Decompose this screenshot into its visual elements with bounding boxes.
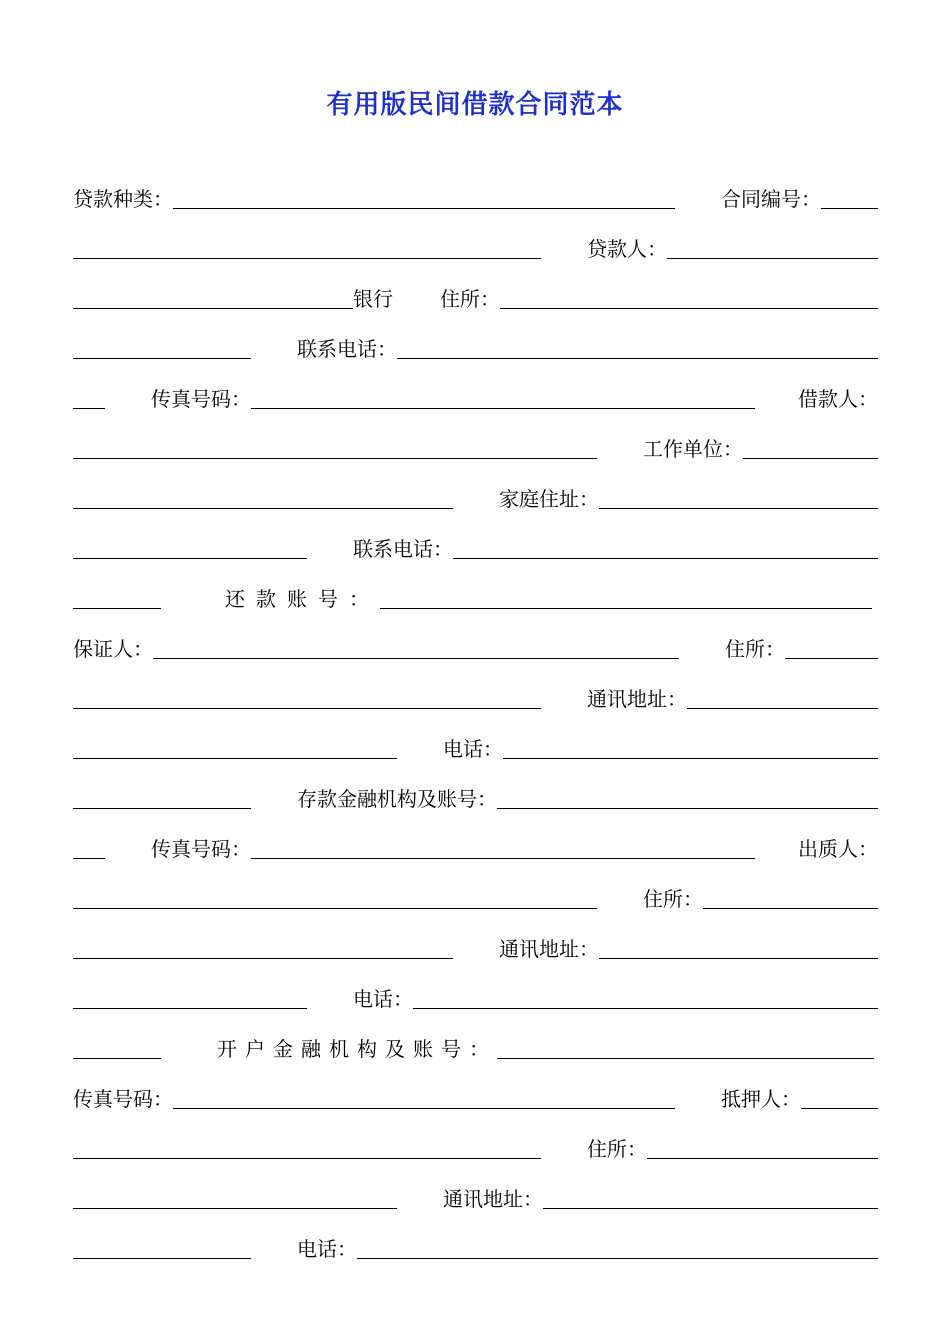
row-opening-institution	[73, 1036, 878, 1062]
label-pledgor: 出质人：	[798, 837, 878, 861]
blank-pledgor-residence[interactable]	[703, 888, 878, 909]
label-opening-institution: 开户金融机构及账号：	[217, 1037, 497, 1061]
label-guarantor-fax: 传真号码：	[151, 837, 251, 861]
blank-lender-phone-cont[interactable]	[73, 388, 105, 409]
row-mortgagor-mail	[73, 1186, 878, 1212]
blank-contract-no[interactable]	[821, 188, 878, 209]
blank-lender[interactable]	[667, 238, 878, 259]
blank-repay-account[interactable]	[380, 588, 872, 609]
row-pledgor-residence	[73, 886, 878, 912]
label-guarantor-tel: 电话：	[443, 737, 503, 761]
label-mortgagor-mail: 通讯地址：	[443, 1187, 543, 1211]
blank-guarantor-tel[interactable]	[503, 738, 878, 759]
label-lender-residence: 住所：	[440, 287, 500, 311]
row-mortgagor-residence	[73, 1136, 878, 1162]
row-mortgagor-tel	[73, 1236, 878, 1262]
label-lender-fax: 传真号码：	[151, 387, 251, 411]
row-loan-type	[73, 186, 878, 212]
blank-mortgagor-tel[interactable]	[357, 1238, 878, 1259]
blank-guarantor-tel-cont[interactable]	[73, 788, 251, 809]
blank-deposit-institution-cont[interactable]	[73, 838, 105, 859]
blank-contract-no-cont[interactable]	[73, 238, 541, 259]
blank-loan-type[interactable]	[173, 188, 675, 209]
label-mortgagor-residence: 住所：	[587, 1137, 647, 1161]
row-guarantor	[73, 636, 878, 662]
row-borrower-phone	[73, 536, 878, 562]
blank-pledgor-tel[interactable]	[413, 988, 878, 1009]
blank-pledgor-fax[interactable]	[173, 1088, 675, 1109]
label-lender-phone: 联系电话：	[297, 337, 397, 361]
blank-guarantor-fax[interactable]	[251, 838, 755, 859]
blank-lender-residence-cont[interactable]	[73, 338, 251, 359]
row-guarantor-mail	[73, 686, 878, 712]
label-borrower: 借款人：	[798, 387, 878, 411]
blank-pledgor[interactable]	[73, 888, 597, 909]
blank-lender-fax[interactable]	[251, 388, 755, 409]
blank-guarantor-mail-cont[interactable]	[73, 738, 397, 759]
label-home-address: 家庭住址：	[499, 487, 599, 511]
blank-home-address-cont[interactable]	[73, 538, 307, 559]
blank-pledgor-residence-cont[interactable]	[73, 938, 453, 959]
label-pledgor-tel: 电话：	[353, 987, 413, 1011]
blank-mortgagor-cont[interactable]	[73, 1138, 541, 1159]
blank-borrower-phone[interactable]	[453, 538, 878, 559]
label-mortgagor-tel: 电话：	[297, 1237, 357, 1261]
blank-guarantor-residence[interactable]	[785, 638, 878, 659]
label-lender: 贷款人：	[587, 237, 667, 261]
blank-pledgor-tel-cont[interactable]	[73, 1038, 161, 1059]
blank-pledgor-mail-cont[interactable]	[73, 988, 307, 1009]
row-pledgor-fax	[73, 1086, 878, 1112]
label-pledgor-fax: 传真号码：	[73, 1087, 173, 1111]
blank-mortgagor-mail-cont[interactable]	[73, 1238, 251, 1259]
label-guarantor: 保证人：	[73, 637, 153, 661]
blank-work-unit[interactable]	[743, 438, 878, 459]
blank-mortgagor[interactable]	[801, 1088, 878, 1109]
label-contract-no: 合同编号：	[721, 187, 821, 211]
blank-lender-bank[interactable]	[73, 288, 353, 309]
row-lender	[73, 236, 878, 262]
label-mortgagor: 抵押人：	[721, 1087, 801, 1111]
label-pledgor-mail: 通讯地址：	[499, 937, 599, 961]
row-deposit-institution	[73, 786, 878, 812]
row-pledgor-mail	[73, 936, 878, 962]
blank-guarantor-residence-cont[interactable]	[73, 688, 541, 709]
label-deposit-institution: 存款金融机构及账号：	[297, 787, 497, 811]
blank-opening-institution[interactable]	[497, 1038, 874, 1059]
label-bank: 银行	[353, 287, 393, 311]
blank-deposit-institution[interactable]	[497, 788, 878, 809]
label-pledgor-residence: 住所：	[643, 887, 703, 911]
blank-lender-phone[interactable]	[397, 338, 878, 359]
row-lender-phone	[73, 336, 878, 362]
blank-home-address[interactable]	[599, 488, 878, 509]
blank-work-unit-cont[interactable]	[73, 488, 453, 509]
blank-mortgagor-residence[interactable]	[647, 1138, 878, 1159]
blank-mortgagor-mail[interactable]	[543, 1188, 878, 1209]
label-guarantor-residence: 住所：	[725, 637, 785, 661]
row-home-address	[73, 486, 878, 512]
blank-mortgagor-residence-cont[interactable]	[73, 1188, 397, 1209]
blank-borrower-phone-cont[interactable]	[73, 588, 161, 609]
blank-guarantor[interactable]	[153, 638, 679, 659]
row-pledgor-tel	[73, 986, 878, 1012]
row-lender-fax	[73, 386, 878, 412]
row-guarantor-fax	[73, 836, 878, 862]
row-work-unit	[73, 436, 878, 462]
label-loan-type: 贷款种类：	[73, 187, 173, 211]
blank-borrower[interactable]	[73, 438, 597, 459]
row-repay-account	[73, 586, 878, 612]
blank-lender-residence[interactable]	[500, 288, 878, 309]
label-work-unit: 工作单位：	[643, 437, 743, 461]
blank-pledgor-mail[interactable]	[599, 938, 878, 959]
label-guarantor-mail: 通讯地址：	[587, 687, 687, 711]
label-repay-account: 还款账号：	[225, 587, 380, 611]
row-lender-bank	[73, 286, 878, 312]
row-guarantor-tel	[73, 736, 878, 762]
label-borrower-phone: 联系电话：	[353, 537, 453, 561]
document-title: 有用版民间借款合同范本	[326, 90, 624, 120]
blank-guarantor-mail[interactable]	[687, 688, 878, 709]
